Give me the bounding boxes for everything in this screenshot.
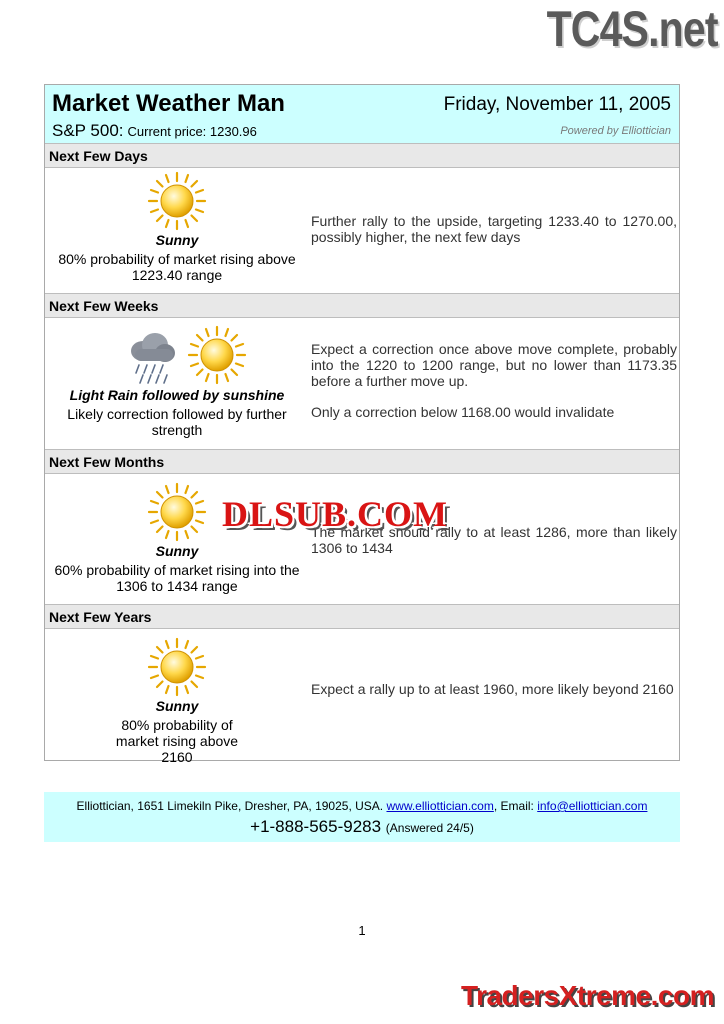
email-label: , Email: [493,799,534,813]
forecast-detail-years [311,681,677,697]
forecast-text: Expect a correction once above move complete, probably into the 1220 to 1200 range, but no lower than 1173.35 before a further move up. [311,341,677,389]
phone-line [44,817,680,837]
index-label: S&P 500: [52,121,124,140]
section-heading-label: Next Few Years [49,609,152,625]
forecast-summary-years [45,698,309,765]
condition-label: Sunny [155,698,199,714]
forecast-text: Expect a rally up to at least 1960, more likely beyond 2160 [311,681,674,697]
probability-text: 60% probability of market rising into the 1306 to 1434 range [54,562,300,594]
report-date: Friday, November 11, 2005 [443,94,671,115]
section-heading-label: Next Few Months [49,454,165,470]
section-heading-label: Next Few Days [49,148,148,164]
sun-icon [147,637,207,697]
report-title: Market Weather Man [52,90,285,117]
condition-label: Sunny [155,232,199,248]
forecast-text: The market should rally to at least 1286, more than likely 1306 to 1434 [311,524,677,556]
probability-text: 80% probability of market rising above 1223.40 range [58,251,296,283]
website-link[interactable]: www.elliottician.com [386,799,494,813]
section-heading-months [45,449,679,474]
current-price: Current price: 1230.96 [127,124,257,139]
support-hours: (Answered 24/5) [385,821,474,835]
sun-icon [147,171,207,231]
phone-number: +1-888-565-9283 [250,817,382,836]
company-address: Elliottician, 1651 Limekiln Pike, Dresher, PA, 19025, USA. [76,799,384,813]
forecast-detail-weeks [311,341,677,420]
tc4s-watermark: TC4S.net [546,1,718,57]
section-heading-years [45,604,679,629]
dlsub-watermark: DLSUB.COM [222,494,449,534]
report-header [45,85,679,143]
contact-footer [44,792,680,842]
section-heading-label: Next Few Weeks [49,298,159,314]
section-heading-days [45,143,679,168]
tradersxtreme-watermark: TradersXtreme.com [461,980,714,1011]
forecast-text: Further rally to the upside, targeting 1233.40 to 1270.00, possibly higher, the next few days [311,213,677,245]
forecast-summary-days [45,232,309,283]
index-line [52,121,257,141]
email-link[interactable]: info@elliottician.com [537,799,648,813]
rain-cloud-icon [121,327,177,385]
invalidation-text: Only a correction below 1168.00 would invalidate [311,404,615,420]
condition-label: Light Rain followed by sunshine [69,387,285,403]
page-number: 1 [358,923,366,938]
powered-by: Powered by Elliottician [560,125,671,137]
sun-icon [147,482,207,542]
probability-text: 80% probability of market rising above 2160 [115,717,239,765]
sun-icon [187,325,247,385]
market-weather-report [44,84,680,765]
forecast-detail-days [311,213,677,245]
section-heading-weeks [45,293,679,318]
contact-line [44,799,680,813]
condition-label: Sunny [155,543,199,559]
forecast-summary-months [45,543,309,594]
forecast-summary-weeks [45,387,309,438]
probability-text: Likely correction followed by further strength [67,406,287,438]
